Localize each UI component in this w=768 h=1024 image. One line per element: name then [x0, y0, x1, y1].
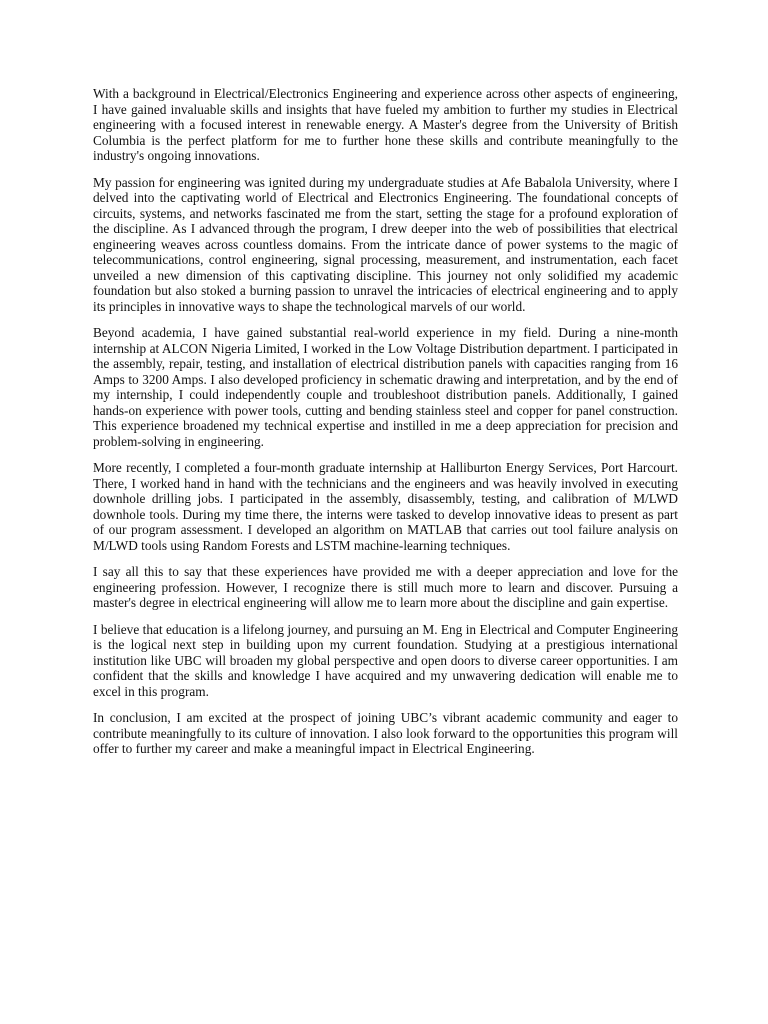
paragraph-alcon-internship: Beyond academia, I have gained substantial real-world experience in my field. During a nine-month internship at ALCON Nigeria Limited, I worked in the Low Voltage Distribution department. I participated in the assembly, repair, testing, and installation of electrical distribution panels with capacities ranging from 16 Amps to 3200 Amps. I also developed proficiency in schematic drawing and interpretation, and by the end of my internship, I could independently couple and troubleshoot distribution panels. Additionally, I gained hands-on experience with power tools, cutting and bending stainless steel and copper for panel construction. This experience broadened my technical expertise and instilled in me a deep appreciation for precision and problem-solving in engineering. [93, 325, 678, 449]
paragraph-halliburton-internship: More recently, I completed a four-month graduate internship at Halliburton Energy Services, Port Harcourt. There, I worked hand in hand with the technicians and the engineers and was heavily involved in executing downhole drilling jobs. I participated in the assembly, disassembly, testing, and calibration of M/LWD downhole tools. During my time there, the interns were tasked to develop innovative ideas to present as part of our program assessment. I developed an algorithm on MATLAB that carries out tool failure analysis on M/LWD tools using Random Forests and LSTM machine-learning techniques. [93, 460, 678, 553]
paragraph-conclusion: In conclusion, I am excited at the prospect of joining UBC’s vibrant academic community and eager to contribute meaningfully to its culture of innovation. I also look forward to the opportunities this program will offer to further my career and make a meaningful impact in Electrical Engineering. [93, 710, 678, 756]
document-body [93, 86, 678, 768]
paragraph-passion: My passion for engineering was ignited during my undergraduate studies at Afe Babalola University, where I delved into the captivating world of Electrical and Electronics Engineering. The foundational concepts of circuits, systems, and networks fascinated me from the start, setting the stage for a profound exploration of the discipline. As I advanced through the program, I drew deeper into the web of possibilities that electrical engineering weaves across countless domains. From the intricate dance of power systems to the magic of telecommunications, control engineering, signal processing, measurement, and instrumentation, each facet unveiled a new dimension of this captivating discipline. This journey not only solidified my academic foundation but also stoked a burning passion to unravel the intricacies of electrical engineering and to apply its principles in innovative ways to shape the technological marvels of our world. [93, 174, 678, 314]
paragraph-reflection: I say all this to say that these experiences have provided me with a deeper appreciation and love for the engineering profession. However, I recognize there is still much more to learn and discover. Pursuing a master's degree in electrical engineering will allow me to learn more about the discipline and gain expertise. [93, 564, 678, 610]
paragraph-intro: With a background in Electrical/Electronics Engineering and experience across other aspects of engineering, I have gained invaluable skills and insights that have fueled my ambition to further my studies in Electrical engineering with a focused interest in renewable energy. A Master's degree from the University of British Columbia is the perfect platform for me to further hone these skills and contribute meaningfully to the industry's ongoing innovations. [93, 86, 678, 163]
paragraph-education-goal: I believe that education is a lifelong journey, and pursuing an M. Eng in Electrical and Computer Engineering is the logical next step in building upon my current foundation. Studying at a prestigious international institution like UBC will broaden my global perspective and open doors to diverse career opportunities. I am confident that the skills and knowledge I have acquired and my unwavering dedication will enable me to excel in this program. [93, 621, 678, 699]
